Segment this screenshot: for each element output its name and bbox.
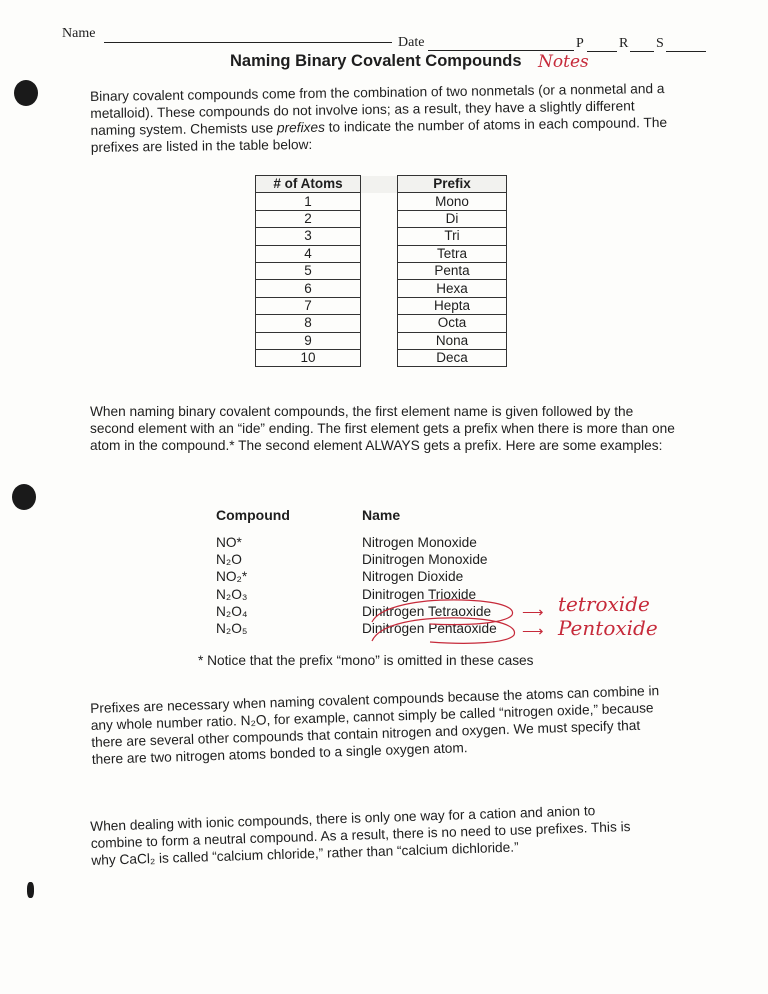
compound-formula: NO* (216, 535, 242, 550)
s-label: S (656, 36, 664, 51)
atoms-cell: 1 (256, 193, 361, 210)
prefix-cell: Tri (398, 228, 507, 245)
name-label: Name (62, 26, 96, 41)
rules-text: When naming binary covalent compounds, the first element name is given followed by the second element with an “ide” ending. The first element gets a prefix when there is more than one atom in the compound.* The second element ALWAYS gets a prefix. Here are some examples: (90, 404, 675, 453)
r-label: R (619, 36, 629, 51)
atoms-cell: 5 (256, 262, 361, 279)
atoms-cell: 2 (256, 210, 361, 227)
intro-text: Binary covalent compounds come from the combination of two nonmetals (or a nonmetal and a metalloid). These compounds do not involve ions; as a result, they have a slightly different naming system. Chemists use (90, 80, 665, 138)
atoms-cell: 6 (256, 280, 361, 297)
intro-emphasis: prefixes (276, 119, 325, 136)
compound-column-header: Compound (216, 507, 290, 523)
compound-name: Nitrogen Dioxide (362, 569, 464, 585)
atoms-cell: 8 (256, 315, 361, 332)
prefix-cell: Octa (398, 315, 507, 332)
prefix-cell: Tetra (398, 245, 507, 262)
intro-text-end: to indicate the number of atoms in each compound. The prefixes are listed in the table below: (90, 114, 668, 155)
prefix-cell: Nona (398, 332, 507, 349)
ionic-text: When dealing with ionic compounds, there is only one way for a cation and anion to combine to form a neutral compound. As a result, there is no need to use prefixes. This is why CaCl₂ is called “calcium chloride,” rather than “calcium dichloride.” (90, 803, 631, 868)
table-header-atoms: # of Atoms (256, 176, 361, 193)
handwritten-tetroxide: tetroxide (558, 592, 650, 616)
handwritten-pentoxide: Pentoxide (558, 616, 658, 640)
name-column-header: Name (362, 507, 401, 523)
compound-formula: NO₂* (216, 569, 248, 585)
compound-formula: N₂O (216, 552, 242, 568)
compound-formula: N₂O₃ (216, 586, 248, 602)
title-text: Naming Binary Covalent Compounds (230, 52, 522, 70)
prefix-cell: Hexa (398, 280, 507, 297)
compound-name: Dinitrogen Trioxide (362, 586, 477, 602)
date-label: Date (398, 35, 425, 50)
prefix-cell: Mono (398, 193, 507, 210)
compound-name: Dinitrogen Monoxide (362, 552, 488, 568)
prefix-cell: Hepta (398, 297, 507, 314)
atoms-cell: 3 (256, 228, 361, 245)
arrow-icon: ⟶ (522, 604, 544, 621)
atoms-cell: 7 (256, 297, 361, 314)
atoms-cell: 4 (256, 245, 361, 262)
period-label: P (576, 36, 584, 51)
compound-name: Nitrogen Monoxide (362, 535, 477, 550)
footnote: * Notice that the prefix “mono” is omitted in these cases (198, 653, 534, 668)
table-header-prefix: Prefix (398, 176, 507, 193)
prefix-cell: Penta (398, 262, 507, 279)
compound-name: Dinitrogen Pentaoxide (362, 621, 497, 637)
compound-name: Dinitrogen Tetraoxide (362, 603, 492, 619)
prefix-cell: Di (398, 210, 507, 227)
compound-formula: N₂O₄ (216, 603, 248, 619)
atoms-cell: 10 (256, 349, 361, 366)
arrow-icon: ⟶ (522, 623, 544, 640)
prefix-cell: Deca (398, 349, 507, 366)
prefixes-text: Prefixes are necessary when naming covalent compounds because the atoms can combine in any whole number ratio. N₂O, for example, cannot simply be called “nitrogen oxide,” because there are several other compounds that contain nitrogen and oxygen. We must specify that there are two nitrogen atoms bonded to a single oxygen atom. (90, 683, 660, 767)
handwritten-notes-label: Notes (538, 52, 589, 72)
compound-formula: N₂O₅ (216, 621, 248, 637)
atoms-cell: 9 (256, 332, 361, 349)
